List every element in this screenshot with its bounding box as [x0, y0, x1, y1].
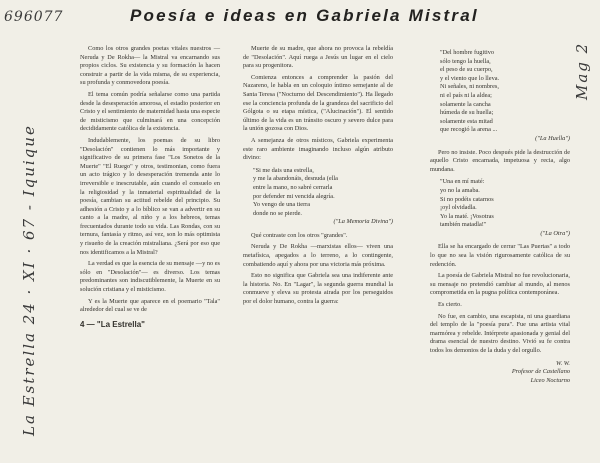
column-1	[80, 45, 220, 329]
poem-line: Yo la maté. ¡Vosotras	[440, 212, 494, 220]
paragraph: La poesía de Gabriela Mistral no fue revolucionaria, su mensaje no pretendió cambiar al mundo, al menos comprometida en la pugna política contemporánea.	[430, 272, 570, 297]
author-signature	[430, 360, 570, 386]
author-initials: W. W.	[555, 359, 570, 367]
poem-quote	[440, 178, 570, 238]
handwritten-margin-note: Mag 2	[573, 41, 591, 100]
paragraph: Y es la Muerte que aparece en el poemario "Tala" alrededor del cual se ve de	[80, 297, 220, 314]
poem-line: Ni señales, ni nombres,	[440, 83, 499, 91]
poem-quote	[253, 167, 393, 227]
poem-line: ni el país ni la aldea;	[440, 91, 492, 99]
handwritten-catalog-number: 696077	[4, 9, 64, 25]
paragraph: Qué contraste con los otros "grandes".	[251, 231, 348, 239]
paragraph: Como los otros grandes poetas vitales nuestros —Neruda y De Rokha— la Mistral va encarnando sus propios ciclos. Su existencia y su formación la hacen construir a partir de la vida misma, de su experiencia, su profunda y conmovedora poesía.	[80, 45, 220, 87]
paragraph: Neruda y De Rokha —marxistas ellos— viven una metafísica, apegados a lo terreno, a lo contingente, combatiendo aquí y ahora por una victoria más próxima.	[243, 243, 393, 268]
paragraph: Muerte de su madre, que ahora no provoca la rebeldía de "Desolación". Aquí ruega a Jesús un lugar en el cielo para su progenitora.	[243, 45, 393, 70]
paragraph: No fue, en cambio, una escapista, ni una guardiana del templo de la "poesía pura". Fue una artista vital marmórea y rebelde. Intérprete apasionada y genial del drama esencial de nuestro destino. Vivió su fe contra todos los demonios de la duda y del orgullo.	[430, 312, 570, 354]
column-2	[243, 45, 393, 310]
poem-line: yo no la amaba.	[440, 186, 480, 194]
poem-line: sólo tengo la huella,	[440, 57, 491, 65]
poem-line: solamente la cancha	[440, 100, 491, 108]
paragraph: Pero no insiste. Poco después pide la destrucción de aquello Cristo encarnada, impetuosa y recia, algo mundana.	[430, 148, 570, 173]
poem-source: ("La Huella")	[535, 134, 570, 142]
poem-line: "Si me dais una estrella,	[253, 166, 314, 174]
poem-line: y el viento que lo lleva.	[440, 74, 500, 82]
author-role: Profesor de Castellano	[511, 368, 570, 376]
poem-line: húmeda de su huella;	[440, 109, 494, 117]
poem-line: y me la abandonáis, desnuda (ella	[253, 175, 338, 183]
poem-line: que recogió la arena ...	[440, 126, 498, 134]
poem-quote	[440, 49, 570, 144]
poem-source: ("La Memoria Divina")	[333, 218, 393, 226]
paragraph: Es cierto.	[438, 301, 462, 309]
poem-line: por defender mi vencida alegría.	[253, 192, 335, 200]
poem-source: ("La Otra")	[540, 229, 570, 237]
poem-line: solamente esta mitad	[440, 117, 493, 125]
paragraph: Esto no significa que Gabriela sea una indiferente ante la historia. No. En "Lagar", la segunda guerra mundial la conmueve y eleva su protesta airada por los perseguidos por el dolor humano, contra la guerra:	[243, 272, 393, 306]
poem-line: "Del hombre fugitivo	[440, 49, 494, 56]
page-footer: 4 — "La Estrella"	[80, 319, 145, 329]
paragraph: El tema común podría señalarse como una partida desde la desesperación amorosa, el estadio posterior en Cristo y el sentimiento de maternidad hasta una especie de misticismo que culminará en una concepción decididamente católica de la existencia.	[80, 90, 220, 133]
poem-line: el peso de su cuerpo,	[440, 66, 493, 74]
handwritten-source-date: La Estrella 24 · XI · 67 - Iquique	[20, 124, 38, 436]
poem-line: donde no se pierde.	[253, 209, 302, 217]
paragraph: La verdad es que la esencia de su mensaje —y no es sólo en "Desolación"— es diverso. Los temas predominantes son indiscutiblemente, la Muerte en su solución cristiana y el misticismo.	[80, 260, 220, 294]
poem-line: Yo vengo de una tierra	[253, 201, 311, 209]
paragraph: Indudablemente, los poemas de su libro "Desolación" contienen lo más importante y significativo de su primera fase "Los Sonetos de la Muerte" "El Ruego" y otros, testimonian, como fuera un acto trágico y lo desesperación tremenda ante lo irreversible e inescrutable, aún cuando el consuelo en la religiosidad y la inmaterial espiritualidad de la poesía, cambian su actitud rebelde del principio. Su adhesión a Cristo y a lo bíblico se van a advertir en su canto a la madre, al niño y a los hebreos, temas frecuentados durante todo su vida. Las Rondas, con su ternura, fantasía y ritmo, así vez, son lo más optimista y risueño de la creación mistraliana. ¿Será por eso que nos identificamos a la Mistral?	[80, 136, 220, 256]
paragraph: Comienza entonces a comprender la pasión del Nazareno, le habla en un coloquio íntimo semejante al de Santa Teresa ("Nocturno del Descendimiento"). Ha llegado ese la conciencia profunda de la grandeza del sacrificio del Gólgota o su etapa mística, ("Alucinación"). El sentido último de la vida es un tránsito oscuro y severo dulce para la unión gozosa con Dios.	[243, 73, 393, 133]
paragraph: Ella se ha encargado de cerrar "Las Puertas" a todo lo que no sea la visión rigurosamente católica de su redención.	[430, 243, 570, 268]
poem-line: Si no podéis catarnos	[440, 195, 494, 203]
paragraph: A semejanza de otros místicos, Gabriela experimenta este raro ambiente imaginando incluso algún atributo divino:	[243, 136, 393, 162]
poem-line: ¡oyl olvidadla.	[440, 204, 477, 212]
article-title: Poesía e ideas en Gabriela Mistral	[130, 6, 479, 25]
poem-line: también matadla!"	[440, 221, 487, 229]
author-institution: Liceo Nocturno	[530, 376, 570, 384]
column-3	[430, 45, 570, 385]
poem-line: entre la mano, no sabré cerrarla	[253, 183, 333, 191]
poem-line: "Una en mí maté:	[440, 178, 485, 186]
